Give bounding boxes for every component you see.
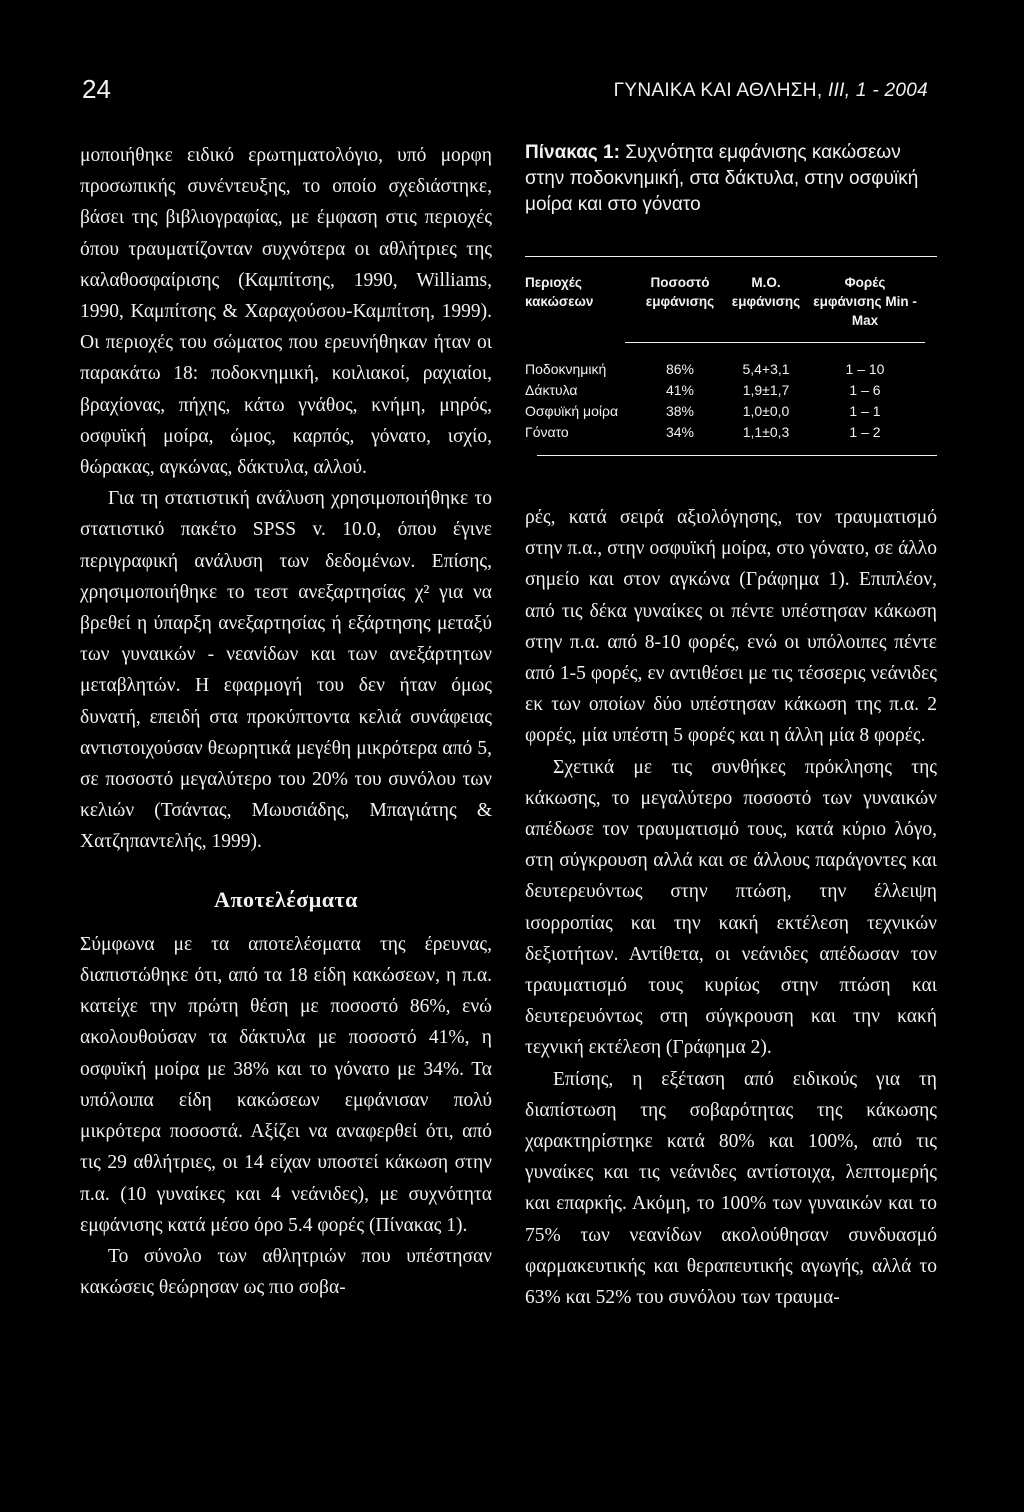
cell-area: Ποδοκνημική	[525, 361, 607, 377]
header-injury-area: Περιοχές κακώσεων	[525, 275, 594, 309]
cell-percentage: 38%	[665, 403, 695, 419]
results-paragraph-continued: Το σύνολο των αθλητριών που υπέστησαν κακώσεις θεώρησαν ως πιο σοβα-	[80, 1245, 492, 1299]
cell-mean: 1,0±0,0	[742, 403, 790, 419]
cell-percentage: 41%	[665, 382, 695, 398]
table-row	[525, 401, 937, 422]
left-column	[80, 140, 492, 1303]
right-column	[525, 140, 937, 1313]
page-number: 24	[82, 74, 111, 104]
cell-mean: 1,9±1,7	[742, 382, 790, 398]
cell-percentage: 34%	[665, 424, 695, 440]
injury-conditions-paragraph: Σχετικά με τις συνθήκες πρόκλησης της κάκωσης, το μεγαλύτερο ποσοστό των γυναικών απέδωσε τον τραυματισμό τους, κατά κύριο λόγο, στη σύγκρουση αλλά και σε άλλους παράγοντες και δευτερευόντως στην πτώση, την έλλειψη ισορροπίας και την κακή εκτέλεση τεχνικών δεξιοτήτων. Αντίθετα, οι νεάνιδες απέδωσαν τον τραυματισμό τους κυρίως στην πτώση και δευτερευόντως στη σύγκρουση και την κακή τεχνική εκτέλεση (Γράφημα 2).	[525, 756, 937, 1059]
statistics-paragraph: Για τη στατιστική ανάλυση χρησιμοποιήθηκε το στατιστικό πακέτο SPSS v. 10.0, όπου έγινε περιγραφική ανάλυση των δεδομένων. Επίσης, χρησιμοποιήθηκε το τεστ ανεξαρτησίας χ² για να βρεθεί η ύπαρξη ανεξαρτησίας ή εξάρτησης μεταξύ των γυναικών - νεανίδων και των ανεξάρτητων μεταβλητών. Η εφαρμογή του δεν ήταν όμως δυνατή, επειδή στα προκύπτοντα κελιά συνάφειας αντιστοιχούσαν θεωρητικά μεγέθη μικρότερα από 5, σε ποσοστό μεγαλύτερο του 20% του συνόλου των κελιών (Τσάντας, Μωυσιάδης, Μπαγιάτης & Χατζηπαντελής, 1999).	[80, 488, 492, 853]
table-row	[525, 422, 937, 443]
cell-mean: 5,4+3,1	[742, 361, 790, 377]
table-caption-text: Συχνότητα εμφάνισης κακώσεων στην ποδοκνημική, στα δάκτυλα, στην οσφυϊκή μοίρα και στο γόνατο	[525, 142, 919, 215]
table-body	[525, 343, 937, 443]
results-paragraph: Σύμφωνα με τα αποτελέσματα της έρευνας, διαπιστώθηκε ότι, από τα 18 είδη κακώσεων, η π.α. κατείχε την πρώτη θέση με ποσοστό 86%, ενώ ακολουθούσαν τα δάκτυλα με ποσοστό 41%, η οσφυϊκή μοίρα με 38% και το γόνατο με 34%. Τα υπόλοιπα είδη κακώσεων εμφάνισαν πολύ μικρότερα ποσοστά. Αξίζει να αναφερθεί ότι, από τις 29 αθλήτριες, οι 14 είχαν υποστεί κάκωση στην π.α. (10 γυναίκες και 4 νεάνιδες), με συχνότητα εμφάνισης κατά μέσο όρο 5.4 φορές (Πίνακας 1).	[80, 933, 492, 1236]
header-percentage: Ποσοστό εμφάνισης	[645, 275, 715, 309]
method-paragraph: μοποιήθηκε ειδικό ερωτηματολόγιο, υπό μορφη προσωπικής συνέντευξης, το οποίο σχεδιάστηκε, βάσει της βιβλιογραφίας, με έμφαση στις περιοχές όπου τραυματίζονταν συχνότερα οι αθλήτριες της καλαθοσφαίρισης (Καμπίτσης, 1990, Williams, 1990, Καμπίτσης & Χαραχούσου-Καμπίτση, 1999). Οι περιοχές του σώματος που ερευνήθηκαν ήταν οι παρακάτω 18: ποδοκνημική, κοιλιακοί, ραχιαίοι, βραχίονας, πήχης, κάτω γνάθος, κνήμη, μηρός, οσφυϊκή μοίρα, ώμος, καρπός, γόνατο, ισχίο, θώρακας, αγκώνας, δάκτυλα, αλλού.	[80, 145, 492, 479]
examination-paragraph: Επίσης, η εξέταση από ειδικούς για τη διαπίστωση της σοβαρότητας της κάκωσης χαρακτηρίστηκε κατά 80% και 100%, από τις γυναίκες και τις νεάνιδες αντίστοιχα, λεπτομερής και επαρκής. Ακόμη, το 100% των γυναικών και το 75% των νεανίδων ακολούθησαν συνδυασμό φαρμακευτικής και θεραπευτικής αγωγής, αλλά το 63% και 52% του συνόλου των τραυμα-	[525, 1068, 937, 1309]
cell-area: Γόνατο	[525, 424, 569, 440]
journal-volume: ΙΙΙ, 1 - 2004	[827, 80, 928, 101]
header-min-max: Φορές εμφάνισης Min - Max	[813, 275, 917, 328]
table-row	[525, 380, 937, 401]
table-bottom-rule	[537, 455, 937, 456]
cell-range: 1 – 1	[849, 403, 881, 419]
results-paragraph-right: ρές, κατά σειρά αξιολόγησης, τον τραυματισμό στην π.α., στην οσφυϊκή μοίρα, στο γόνατο, σε άλλο σημείο και στον αγκώνα (Γράφημα 1). Επιπλέον, από τις δέκα γυναίκες οι πέντε υπέστησαν κάκωση στην π.α. από 8-10 φορές, ενώ οι υπόλοιπες πέντε από 1-5 φορές, εν αντιθέσει με τις τέσσερις νεάνιδες εκ των οποίων δύο υπέστησαν κάκωση της π.α. 2 φορές, μία υπέστη 5 φορές και η άλλη μία 8 φορές.	[525, 507, 937, 747]
table-caption	[525, 140, 937, 218]
cell-range: 1 – 10	[845, 361, 885, 377]
cell-range: 1 – 2	[849, 424, 881, 440]
cell-area: Δάκτυλα	[525, 382, 578, 398]
cell-percentage: 86%	[665, 361, 695, 377]
cell-range: 1 – 6	[849, 382, 881, 398]
cell-mean: 1,1±0,3	[742, 424, 790, 440]
journal-running-head	[614, 80, 928, 102]
table-caption-label: Πίνακας 1:	[525, 142, 620, 163]
table-row	[525, 359, 937, 380]
results-heading: Αποτελέσματα	[214, 886, 358, 912]
header-mean: Μ.Ο. εμφάνισης	[731, 275, 801, 309]
journal-title: ΓΥΝΑΙΚΑ ΚΑΙ ΑΘΛΗΣΗ,	[613, 80, 828, 101]
page-header	[82, 74, 928, 114]
right-column-text	[525, 502, 937, 1313]
cell-area: Οσφυϊκή μοίρα	[525, 403, 619, 419]
table-header-row	[525, 257, 937, 342]
injury-frequency-table	[525, 256, 937, 456]
